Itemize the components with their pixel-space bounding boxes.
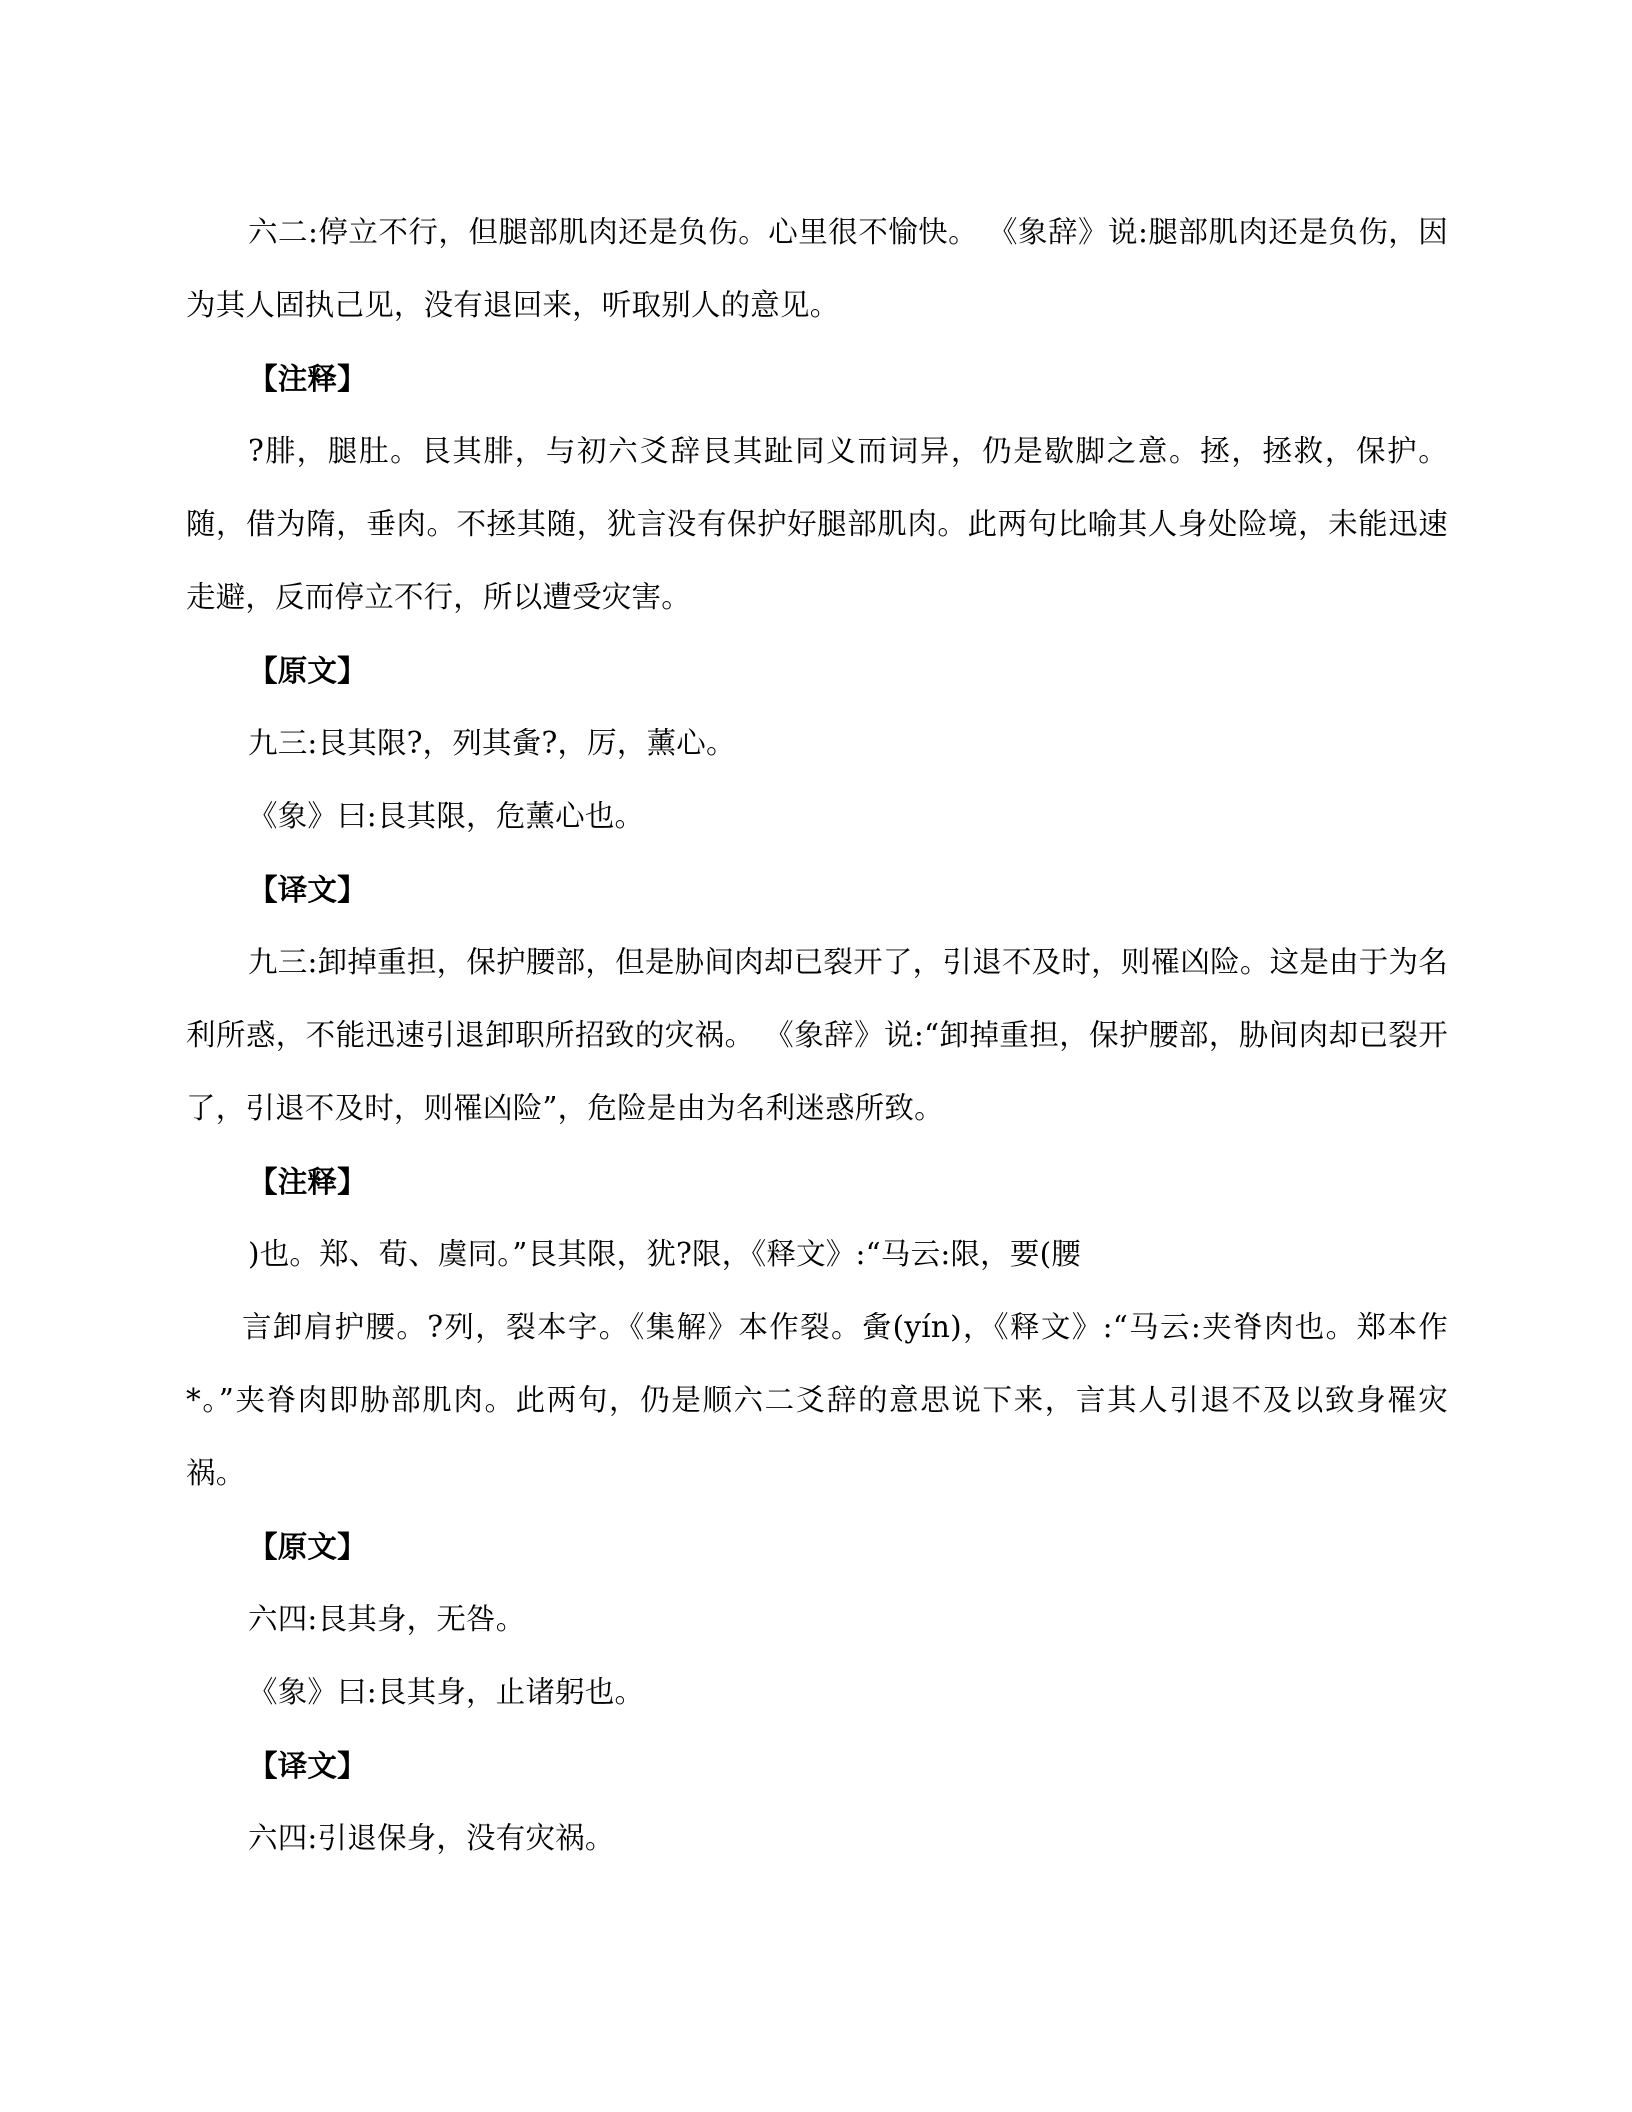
paragraph-annotation-2-rest: 言卸肩护腰。?列，裂本字。《集解》本作裂。夤(yín)，《释文》:“马云:夹脊肉也。郑本作*。”夹脊肉即胁部肌肉。此两句，仍是顺六二爻辞的意思说下来，言其人引退不及以致身罹灾祸。 [186,1310,1448,1490]
paragraph-translation-liuer: 六二:停立不行，但腿部肌肉还是负伤。心里很不愉快。 《象辞》说:腿部肌肉还是负伤，因为其人固执己见，没有退回来，听取别人的意见。 [186,215,1448,322]
heading-annotation-1: 【注释】 [248,361,367,396]
line-original-jiusan: 九三:艮其限?，列其夤?，厉，薰心。 [248,726,736,760]
paragraph-annotation-1: ?腓，腿肚。艮其腓，与初六爻辞艮其趾同义而词异，仍是歇脚之意。拯，拯救，保护。随，借为隋，垂肉。不拯其随，犹言没有保护好腿部肌肉。此两句比喻其人身处险境，未能迅速走避，反而停立不行，所以遭受灾害。 [186,434,1448,614]
line-translation-liusi: 六四:引退保身，没有灾祸。 [248,1821,615,1855]
line-original-liusi: 六四:艮其身，无咎。 [248,1602,526,1636]
heading-original-2: 【原文】 [248,1529,367,1564]
heading-original-1: 【原文】 [248,653,367,688]
line-annotation-2-first: )也。郑、荀、虞同。”艮其限，犹?限，《释文》:“马云:限，要(腰 [248,1237,1081,1271]
heading-annotation-2: 【注释】 [248,1164,367,1199]
heading-translation-1: 【译文】 [248,872,367,907]
line-xiang-jiusan: 《象》曰:艮其限，危薰心也。 [248,799,645,833]
paragraph-translation-jiusan: 九三:卸掉重担，保护腰部，但是胁间肉却已裂开了，引退不及时，则罹凶险。这是由于为名利所惑，不能迅速引退卸职所招致的灾祸。 《象辞》说:“卸掉重担，保护腰部，胁间肉却已裂开了，引退不及时，则罹凶险”，危险是由为名利迷惑所致。 [186,945,1448,1125]
line-xiang-liusi: 《象》曰:艮其身，止诸躬也。 [248,1675,645,1709]
heading-translation-2: 【译文】 [248,1748,367,1783]
document-body [186,196,1448,1875]
